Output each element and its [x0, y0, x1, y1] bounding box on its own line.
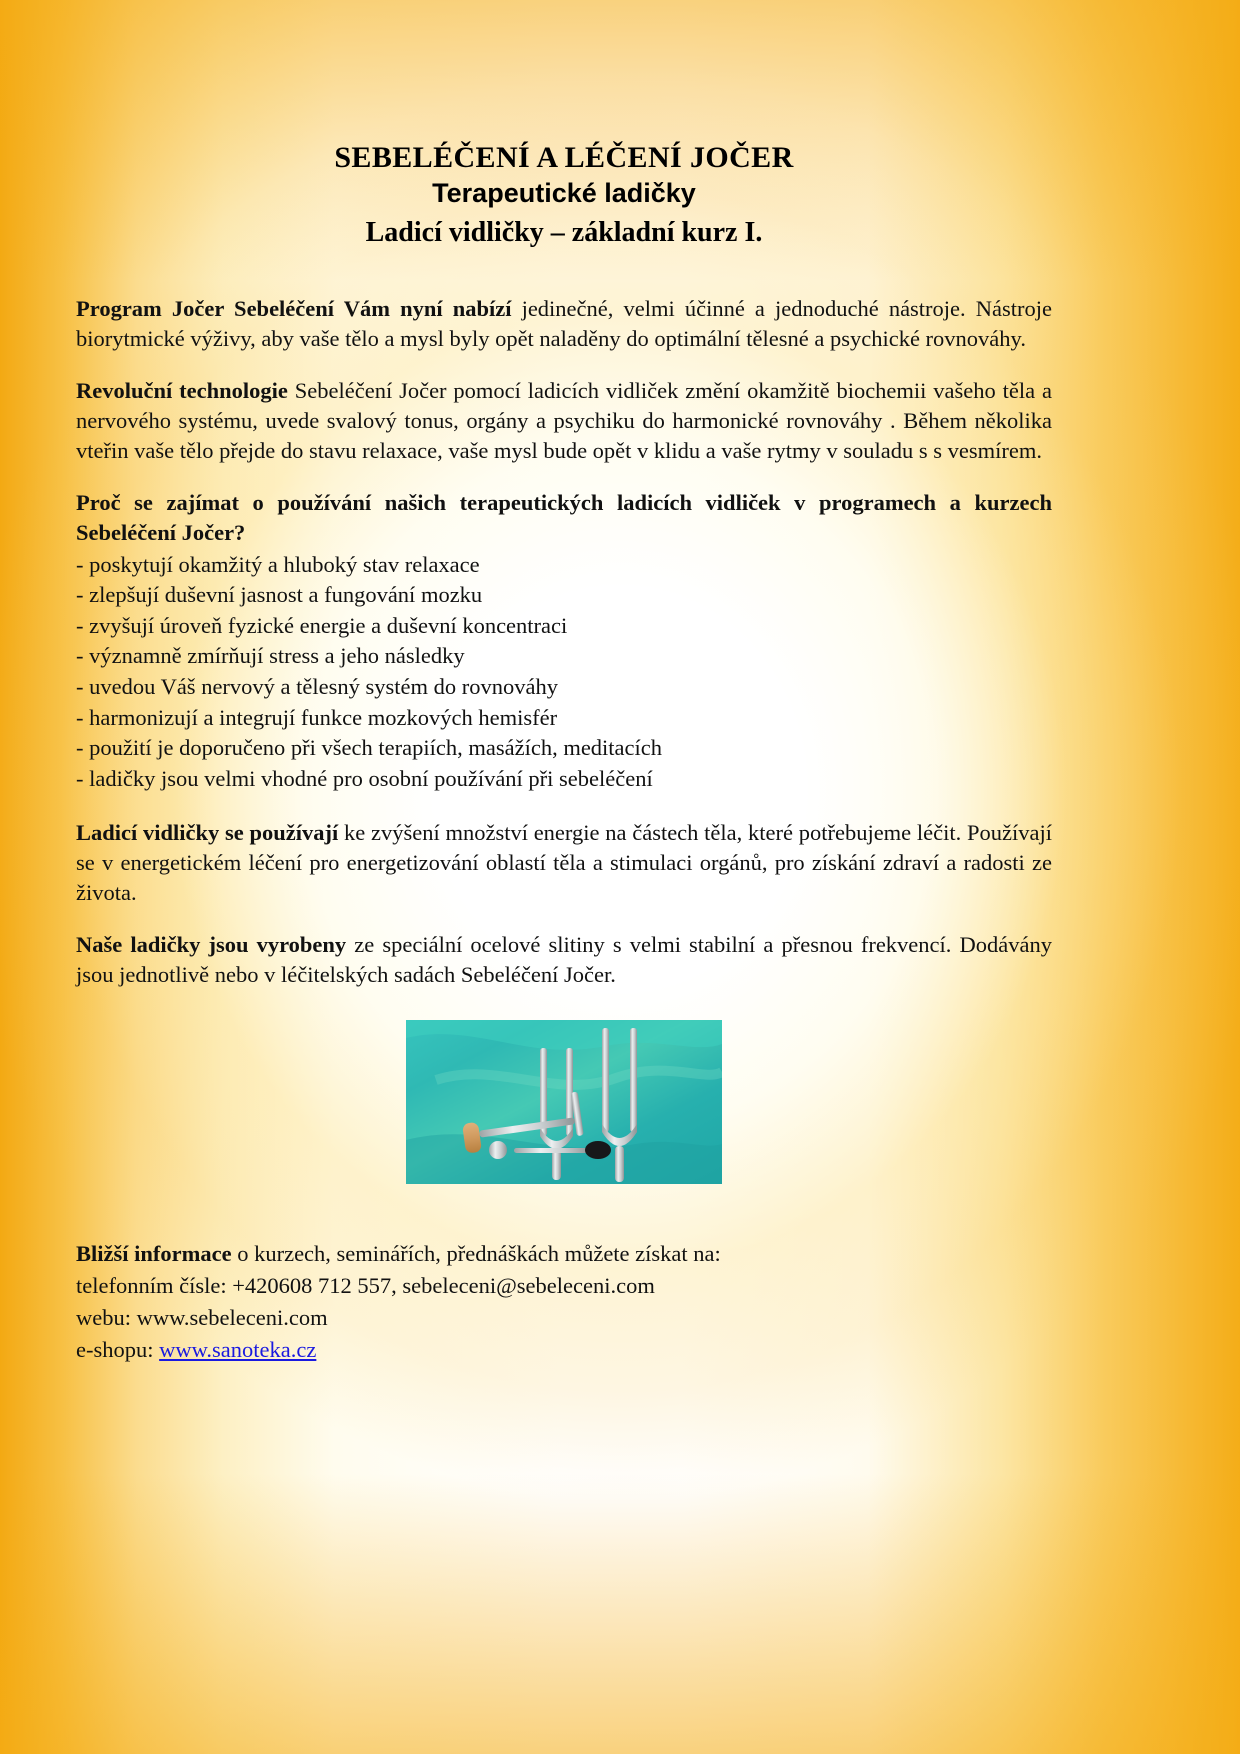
- paragraph-technology: [76, 376, 1052, 466]
- contact-eshop-label: e-shopu:: [76, 1336, 160, 1362]
- list-item: - harmonizují a integrují funkce mozkových hemisfér: [76, 704, 558, 730]
- tuning-forks-image: [406, 1020, 722, 1184]
- list-item: - použití je doporučeno při všech terapiích, masážích, meditacích: [76, 735, 663, 761]
- benefits-block: [76, 488, 1052, 795]
- paragraph-technology-lead: Revoluční technologie: [76, 377, 288, 403]
- page-title: SEBELÉČENÍ A LÉČENÍ JOČER: [334, 141, 794, 174]
- paragraph-usage-text: ke zvýšení množství energie na částech těla, které potřebujeme léčit. Používají se v energetickém léčení pro energetizování oblastí těla a stimulaci orgánů, pro získání zdraví a radosti ze života.: [76, 820, 1052, 906]
- page-subtitle-2: Ladicí vidličky – základní kurz I.: [365, 217, 763, 249]
- benefits-heading: Proč se zajímat o používání našich terapeutických ladicích vidliček v programech a kurzech Sebeléčení Jočer?: [76, 489, 1052, 545]
- paragraph-program-lead: Program Jočer Sebeléčení Vám nyní nabízí: [76, 296, 512, 322]
- paragraph-usage-lead: Ladicí vidličky se používají: [76, 820, 339, 846]
- poster-content: [76, 140, 1052, 1366]
- tuning-forks-photo: [406, 1020, 722, 1184]
- contact-eshop-line: [76, 1334, 1052, 1366]
- paragraph-technology-text: Sebeléčení Jočer pomocí ladicích vidliček změní okamžitě biochemii vašeho těla a nervového systému, uvede svalový tonus, orgány a psychiku do harmonické rovnováhy . Během několika vteřin vaše tělo přejde do stavu relaxace, vaše mysl bude opět v klidu a vaše rytmy v souladu s s vesmírem.: [76, 377, 1053, 463]
- paragraph-manufacture-text: ze speciální ocelové slitiny s velmi stabilní a přesnou frekvencí. Dodávány jsou jednotlivě nebo v léčitelských sadách Sebeléčení Jočer.: [76, 932, 1052, 988]
- list-item: - poskytují okamžitý a hluboký stav relaxace: [76, 551, 480, 577]
- paragraph-manufacture-lead: Naše ladičky jsou vyrobeny: [76, 932, 347, 958]
- eshop-link[interactable]: www.sanoteka.cz: [159, 1336, 317, 1362]
- paragraph-program: [76, 294, 1052, 354]
- contact-intro-text: o kurzech, seminářích, přednáškách můžete získat na:: [231, 1240, 721, 1266]
- list-item: - zlepšují duševní jasnost a fungování mozku: [76, 582, 483, 608]
- contact-intro-bold: Bližší informace: [76, 1240, 232, 1266]
- list-item: - významně zmírňují stress a jeho následky: [76, 643, 465, 669]
- contact-web-line: webu: www.sebeleceni.com: [76, 1304, 328, 1330]
- paragraph-program-text: jedinečné, velmi účinné a jednoduché nástroje. Nástroje biorytmické výživy, aby vaše tělo a mysl byly opět naladěny do optimální tělesné a psychické rovnováhy.: [76, 296, 1052, 352]
- contact-intro-line: [76, 1238, 1052, 1270]
- list-item: - uvedou Váš nervový a tělesný systém do rovnováhy: [76, 673, 558, 699]
- list-item: - ladičky jsou velmi vhodné pro osobní používání při sebeléčení: [76, 765, 653, 791]
- page-subtitle-1: Terapeutické ladičky: [432, 178, 696, 209]
- paragraph-usage: [76, 818, 1052, 908]
- title-block: [76, 140, 1052, 250]
- contact-phone-line: telefonním čísle: +420608 712 557, sebeleceni@sebeleceni.com: [76, 1272, 655, 1298]
- list-item: - zvyšují úroveň fyzické energie a duševní koncentraci: [76, 612, 568, 638]
- contact-footer: [76, 1238, 1052, 1366]
- paragraph-manufacture: [76, 930, 1052, 990]
